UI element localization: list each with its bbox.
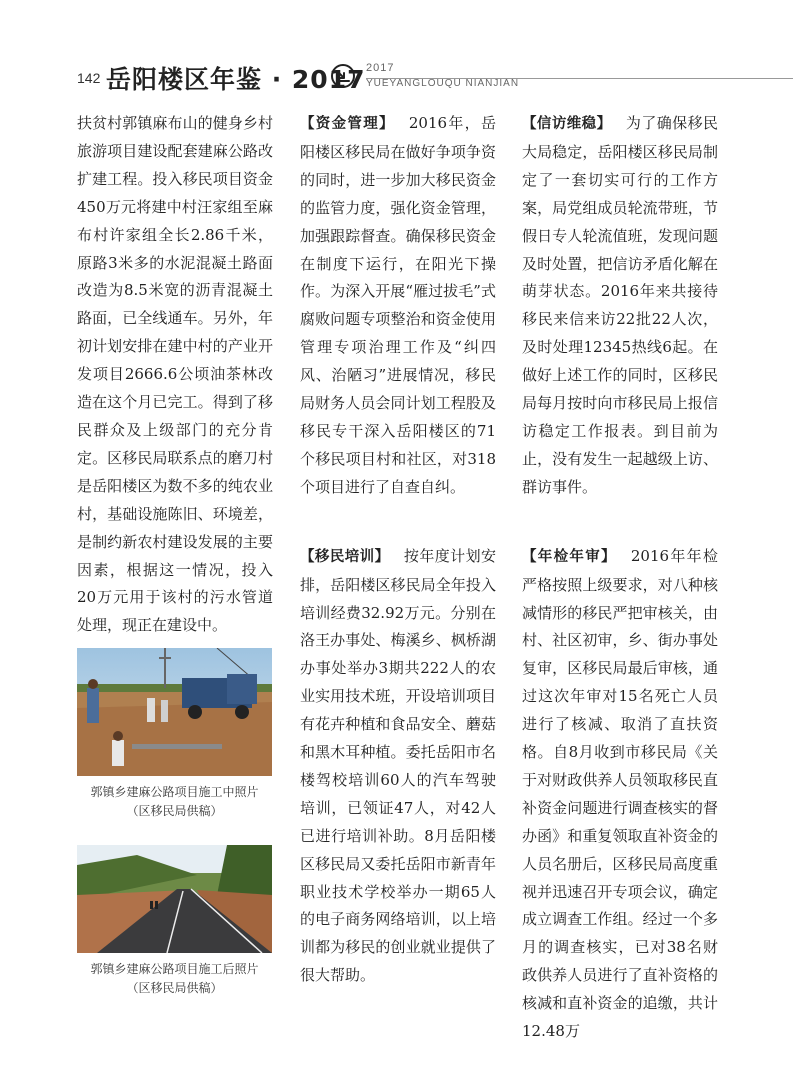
column-3 [522,110,718,1046]
photo-2-caption-line1: 郭镇乡建麻公路项目施工后照片 [90,962,259,976]
page-header [0,0,793,100]
section-text-migrant-training: 按年度计划安排，岳阳楼区移民局全年投入培训经费32.92万元。分别在洛王办事处、梅溪乡、枫桥湖办事处举办3期共222人的农业实用技术班，开设培训项目有花卉种植和食品安全、蘑菇和黑木耳种植。委托岳阳市名楼驾校培训60人的汽车驾驶培训，已领证47人，对42人已进行培训补助。8月岳阳楼区移民局又委托岳阳市新青年职业技术学校举办一期65人的电子商务网络培训，以上培训都为移民的创业就业提供了很大帮助。 [300,546,496,985]
header-pinyin: YUEYANGLOUQU NIANJIAN [366,78,520,89]
construction-photo-after [77,845,272,953]
photo-2-caption-line2: （区移民局供稿） [126,981,223,995]
section-text-annual-review: 2016年年检严格按照上级要求，对八种核减情形的移民严把审核关，由村、社区初审，乡、街办事处复审，区移民局最后审核，通过这次年审对15名死亡人员进行了核减、取消了直扶资格。自8月收到市移民局《关于对财政供养人员领取移民直补资金问题进行调查核实的督办函》和重复领取直补资金的人员名册后，区移民局高度重视并迅速召开专项会议，确定成立调查工作组。经过一个多月的调查核实，已对38名财政供养人员进行了直补资格的核减和直补资金的追缴，共计12.48万 [522,546,718,1041]
section-text-fund-management: 2016年，岳阳楼区移民局在做好争项争资的同时，进一步加大移民资金的监管力度，强化资金管理，加强跟踪督查。确保移民资金在制度下运行，在阳光下操作。为深入开展“雁过拔毛”式腐败问题专项整治和资金使用管理专项治理工作及“纠四风、治陋习”进展情况，移民局财务人员会同计划工程股及移民专干深入岳阳楼区的71个移民项目村和社区，对318个项目进行了自查自纠。 [300,114,496,496]
photo-1-caption-line2: （区移民局供稿） [126,804,223,818]
section-fund-management [300,110,496,502]
photo-2-caption [77,960,272,998]
section-migrant-training [300,543,496,991]
column-2 [300,110,496,990]
column-1-paragraph: 扶贫村郭镇麻布山的健身乡村旅游项目建设配套建麻公路改扩建工程。投入移民项目资金450万元将建中村汪家组至麻布村许家组全长2.86千米，原路3米多的水泥混凝土路面改造为8.5米宽的沥青混凝土路面，已全线通车。另外，年初计划安排在建中村的产业开发项目2666.6公顷油茶林改造在这个月已完工。得到了移民群众及上级部门的充分肯定。区移民局联系点的磨刀村是岳阳楼区为数不多的纯农业村，基础设施陈旧、环境差，是制约新农村建设发展的主要因素，根据这一情况，投入20万元用于该村的污水管道处理，现正在建设中。 [77,114,273,635]
section-heading-annual-review: 【年检年审】 [522,548,617,565]
book-title: 岳阳楼区年鉴 · 2017 [106,65,366,94]
section-annual-review [522,543,718,1046]
circle-arrow-icon [330,63,356,89]
header-year: 2017 [366,62,395,74]
section-heading-petition-stability: 【信访维稳】 [522,116,612,132]
section-heading-migrant-training: 【移民培训】 [300,548,390,565]
section-text-petition-stability: 为了确保移民大局稳定，岳阳楼区移民局制定了一套切实可行的工作方案，局党组成员轮流带班，节假日专人轮流值班，发现问题及时处置，把信访矛盾化解在萌芽状态。2016年来共接待移民来信来访22批22人次，及时处理12345热线6起。在做好上述工作的同时，区移民局每月按时向市移民局上报信访稳定工作报表。到目前为止，没有发生一起越级上访、群访事件。 [522,114,718,496]
photo-1-caption-line1: 郭镇乡建麻公路项目施工中照片 [90,785,259,799]
section-petition-stability [522,110,718,502]
column-1 [77,110,273,640]
photo-1-caption [77,783,272,821]
section-heading-fund-management: 【资金管理】 [300,116,395,132]
page-number: 142 [77,70,101,86]
construction-photo-during [77,648,272,776]
